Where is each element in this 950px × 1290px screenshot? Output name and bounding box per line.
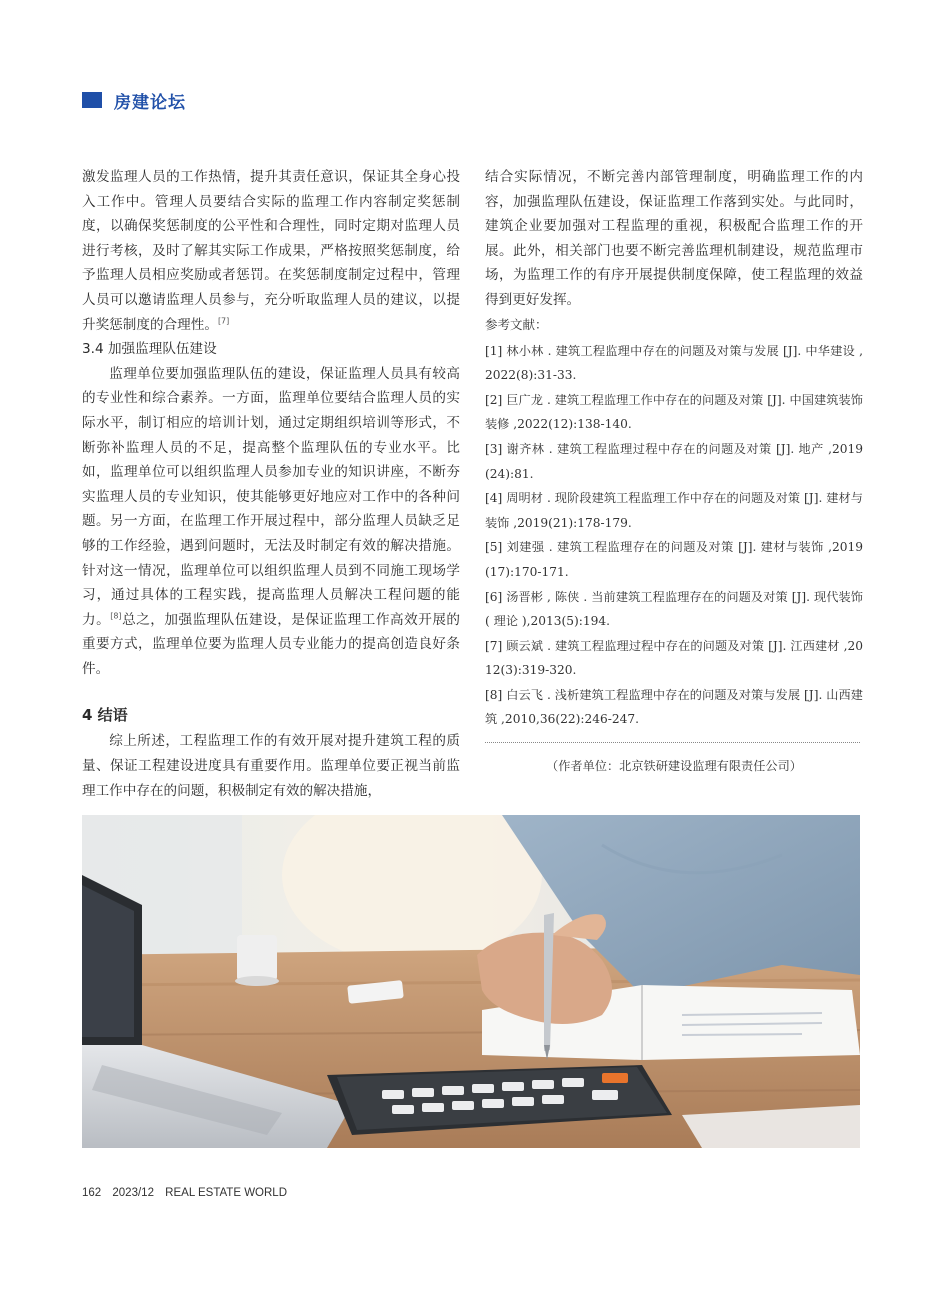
reference-item: [4] 周明材 . 现阶段建筑工程监理工作中存在的问题及对策 [J]. 建材与装饰 ,2019(21):178-179. [485, 491, 863, 530]
left-paragraph-1-text: 激发监理人员的工作热情，提升其责任意识，保证其全身心投入工作中。管理人员要结合实际的监理工作内容制定奖惩制度，以确保奖惩制度的公平性和合理性，同时定期对监理人员进行考核，及时了解其实际工作成果，严格按照奖惩制度，给予监理人员相应奖励或者惩罚。在奖惩制度制定过程中，管理人员可以邀请监理人员参与，充分听取监理人员的建议，以提升奖惩制度的合理性。 [82, 169, 460, 333]
references-title: 参考文献： [485, 316, 548, 332]
left-paragraph-2-text: 监理单位要加强监理队伍的建设，保证监理人员具有较高的专业性和综合素养。一方面，监理单位要结合监理人员的实际水平，制订相应的培训计划，通过定期组织培训等形式，不断弥补监理人员的不足，提高整个监理队伍的专业水平。比如，监理单位可以组织监理人员参加专业的知识讲座，不断夯实监理人员的专业知识，使其能够更好地应对工作中的各种问题。另一方面，在监理工作开展过程中，部分监理人员缺乏足够的工作经验，遇到问题时，无法及时制定有效的解决措施。针对这一情况，监理单位可以组织监理人员到不同施工现场学习，通过具体的工程实践，提高监理人员解决工程问题的能力。 [82, 365, 460, 628]
left-paragraph-1 [82, 165, 460, 337]
author-unit: （作者单位：北京铁研建设监理有限责任公司） [546, 759, 802, 773]
left-paragraph-2-tail: 总之，加强监理队伍建设，是保证监理工作高效开展的重要方式，监理单位要为监理人员专业能力的提高创造良好条件。 [82, 611, 461, 677]
office-photo [82, 815, 860, 1148]
magazine-name: REAL ESTATE WORLD [165, 1187, 288, 1199]
citation-7: [7] [217, 316, 230, 326]
reference-item: [6] 汤晋彬 , 陈侠 . 当前建筑工程监理存在的问题及对策 [J]. 现代装饰 ( 理论 ),2013(5):194. [485, 589, 863, 629]
section-header [82, 88, 186, 112]
section-title: 房建论坛 [114, 92, 186, 113]
reference-item: [3] 谢齐林 . 建筑工程监理过程中存在的问题及对策 [J]. 地产 ,2019(24):81. [485, 441, 863, 481]
left-paragraph-3: 综上所述，工程监理工作的有效开展对提升建筑工程的质量、保证工程建设进度具有重要作用。监理单位要正视当前监理工作中存在的问题，积极制定有效的解决措施， [82, 733, 460, 799]
left-paragraph-2 [82, 362, 460, 682]
left-column [82, 165, 460, 803]
section-marker [82, 92, 102, 108]
references-list [485, 339, 863, 733]
issue-date: 2023/12 [112, 1187, 154, 1199]
reference-item: [2] 巨广龙 . 建筑工程监理工作中存在的问题及对策 [J]. 中国建筑装饰装修 ,2022(12):138-140. [485, 392, 863, 432]
coffee-cup [235, 935, 279, 986]
page-number: 162 [82, 1187, 102, 1199]
right-column [485, 165, 863, 732]
reference-item: [8] 白云飞 . 浅析建筑工程监理中存在的问题及对策与发展 [J]. 山西建筑 ,2010,36(22):246-247. [485, 687, 863, 727]
section-heading-conclusion: 4 结语 [82, 706, 128, 725]
reference-item: [7] 顾云斌 . 建筑工程监理过程中存在的问题及对策 [J]. 江西建材 ,2012(3):319-320. [485, 638, 863, 678]
page-footer [82, 1187, 295, 1199]
dotted-divider [485, 742, 860, 743]
right-paragraph-1: 结合实际情况，不断完善内部管理制度，明确监理工作的内容，加强监理队伍建设，保证监理工作落到实处。与此同时，建筑企业要加强对工程监理的重视，积极配合监理工作的开展。此外，相关部门也要不断完善监理机制建设，规范监理市场，为监理工作的有序开展提供制度保障，使工程监理的效益得到更好发挥。 [485, 169, 863, 308]
subsection-heading: 3.4 加强监理队伍建设 [82, 341, 217, 358]
citation-8: [8] [110, 611, 122, 621]
reference-item: [1] 林小林 . 建筑工程监理中存在的问题及对策与发展 [J]. 中华建设 ,2022(8):31-33. [485, 343, 863, 383]
reference-item: [5] 刘建强 . 建筑工程监理存在的问题及对策 [J]. 建材与装饰 ,2019(17):170-171. [485, 540, 863, 579]
